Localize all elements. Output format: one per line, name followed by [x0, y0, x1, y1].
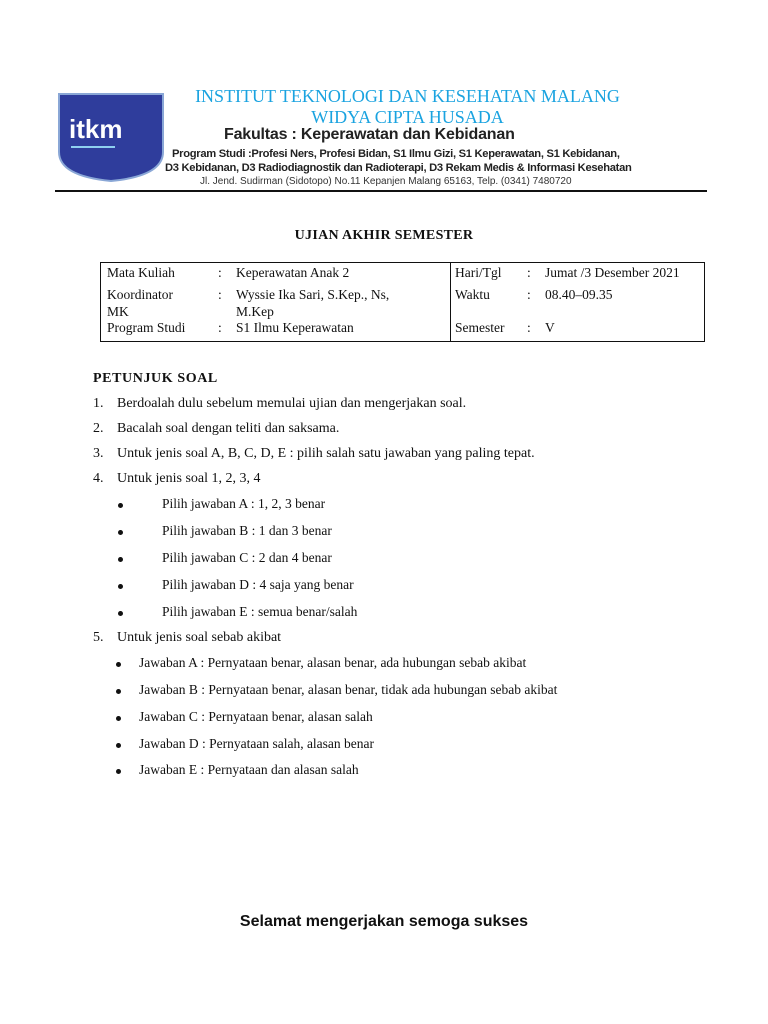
item-text: Untuk jenis soal sebab akibat: [117, 630, 282, 645]
bullet-icon: [116, 662, 121, 667]
list-item: [93, 446, 535, 462]
program-studi-value: S1 Ilmu Keperawatan: [236, 320, 354, 335]
list-item: [93, 471, 261, 487]
table-divider: [450, 263, 451, 341]
koordinator-value: Wyssie Ika Sari, S.Kep., Ns,: [236, 287, 390, 302]
institute-name: INSTITUT TEKNOLOGI DAN KESEHATAN MALANG: [195, 86, 620, 106]
sub-list-item: Jawaban E : Pernyataan dan alasan salah: [139, 762, 359, 777]
programs-line-2: D3 Kebidanan, D3 Radiodiagnostik dan Radioterapi, D3 Rekam Medis & Informasi Kesehatan: [165, 162, 632, 174]
programs-line-1: Program Studi :Profesi Ners, Profesi Bidan, S1 Ilmu Gizi, S1 Keperawatan, S1 Kebidanan,: [172, 148, 620, 160]
item-text: Bacalah soal dengan teliti dan saksama.: [117, 421, 340, 436]
sub-list-item: Pilih jawaban D : 4 saja yang benar: [162, 577, 354, 592]
waktu-value: 08.40–09.35: [545, 287, 613, 302]
item-text: Untuk jenis soal 1, 2, 3, 4: [117, 471, 261, 486]
logo-text: itkm: [69, 114, 123, 144]
item-number: 5.: [93, 630, 104, 645]
hari-label: Hari/Tgl: [455, 265, 502, 280]
colon: :: [218, 287, 222, 302]
sub-list-item: Pilih jawaban C : 2 dan 4 benar: [162, 550, 332, 565]
colon: :: [527, 287, 531, 302]
sub-list-item: Jawaban D : Pernyataan salah, alasan benar: [139, 736, 375, 751]
waktu-label: Waktu: [455, 287, 490, 302]
program-studi-label: Program Studi: [107, 320, 186, 335]
itkm-logo: [57, 92, 165, 182]
bullet-icon: [116, 689, 121, 694]
instructions-heading: PETUNJUK SOAL: [93, 371, 218, 386]
exam-title: UJIAN AKHIR SEMESTER: [294, 228, 474, 243]
sub-list-item: Pilih jawaban E : semua benar/salah: [162, 604, 358, 619]
institute-subname: WIDYA CIPTA HUSADA: [311, 107, 504, 127]
colon: :: [527, 265, 531, 280]
semester-value: V: [545, 320, 555, 335]
koordinator-label-mk: MK: [107, 304, 129, 319]
mata-kuliah-label: Mata Kuliah: [107, 265, 175, 280]
closing-message: Selamat mengerjakan semoga sukses: [239, 913, 529, 930]
header-divider: [55, 190, 707, 192]
bullet-icon: [118, 611, 123, 616]
bullet-icon: [116, 716, 121, 721]
list-item: [93, 630, 281, 646]
bullet-icon: [118, 557, 123, 562]
item-number: 3.: [93, 446, 104, 461]
colon: :: [218, 320, 222, 335]
item-text: Berdoalah dulu sebelum memulai ujian dan mengerjakan soal.: [117, 396, 467, 411]
semester-label: Semester: [455, 320, 505, 335]
item-number: 4.: [93, 471, 104, 486]
address: Jl. Jend. Sudirman (Sidotopo) No.11 Kepanjen Malang 65163, Telp. (0341) 7480720: [200, 176, 572, 187]
hari-value: Jumat /3 Desember 2021: [545, 265, 680, 280]
mata-kuliah-value: Keperawatan Anak 2: [236, 265, 350, 280]
bullet-icon: [118, 584, 123, 589]
koordinator-value-2: M.Kep: [236, 304, 274, 319]
list-item: [93, 396, 466, 412]
list-item: [93, 421, 339, 437]
bullet-icon: [116, 769, 121, 774]
sub-list-item: Pilih jawaban A : 1, 2, 3 benar: [162, 496, 326, 511]
faculty-name: Fakultas : Keperawatan dan Kebidanan: [224, 126, 515, 143]
koordinator-label: Koordinator: [107, 287, 173, 302]
bullet-icon: [118, 530, 123, 535]
colon: :: [527, 320, 531, 335]
sub-list-item: Jawaban A : Pernyataan benar, alasan benar, ada hubungan sebab akibat: [139, 655, 527, 670]
sub-list-item: Pilih jawaban B : 1 dan 3 benar: [162, 523, 332, 538]
bullet-icon: [116, 743, 121, 748]
bullet-icon: [118, 503, 123, 508]
sub-list-item: Jawaban B : Pernyataan benar, alasan benar, tidak ada hubungan sebab akibat: [139, 682, 558, 697]
sub-list-item: Jawaban C : Pernyataan benar, alasan salah: [139, 709, 373, 724]
exam-info-table: [100, 262, 705, 342]
item-number: 2.: [93, 421, 104, 436]
item-number: 1.: [93, 396, 104, 411]
item-text: Untuk jenis soal A, B, C, D, E : pilih salah satu jawaban yang paling tepat.: [117, 446, 535, 461]
colon: :: [218, 265, 222, 280]
